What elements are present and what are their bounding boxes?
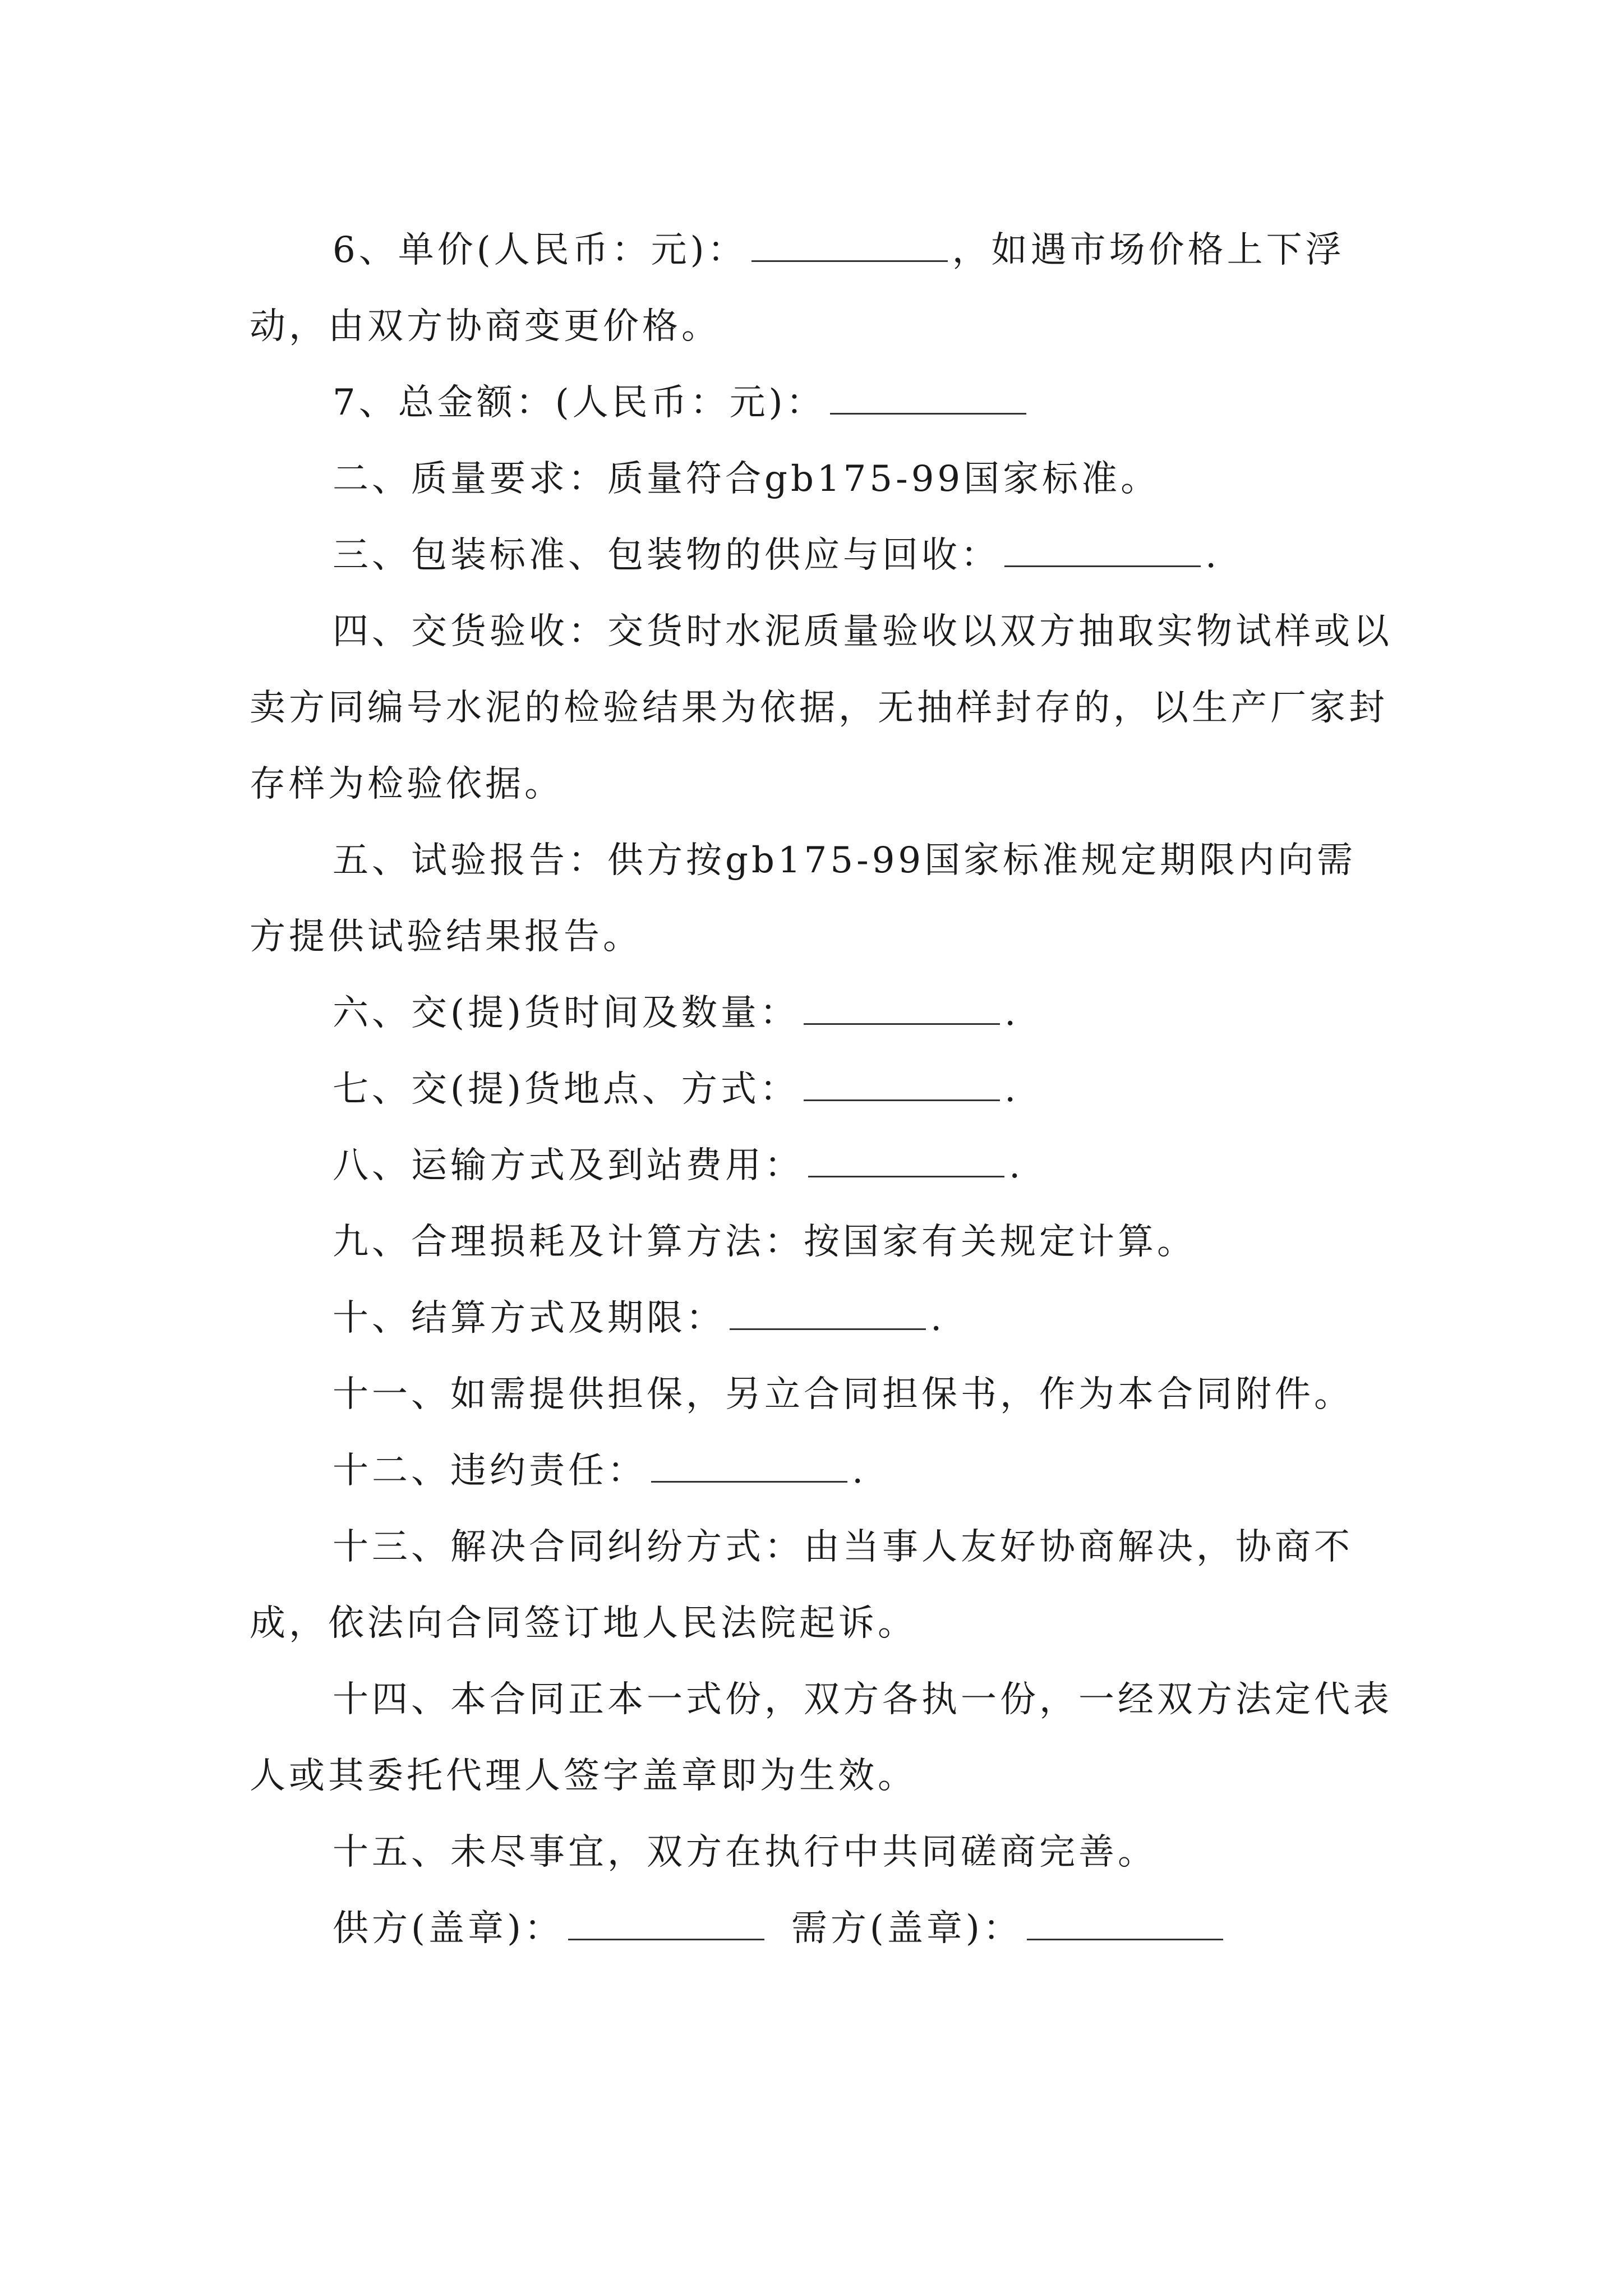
clause-text: 十四、本合同正本一式份，双方各执一份，一经双方法定代表人或其委托代理人签字盖章即为生效。 (250, 1679, 1393, 1797)
clause-packaging (250, 517, 1394, 593)
clause-text: 六、交(提)货时间及数量： (333, 992, 799, 1034)
clause-delivery-time (250, 975, 1394, 1051)
clause-text: 三、包装标准、包装物的供应与回收： (333, 535, 1000, 576)
clause-text: ，如遇市场价格上下浮动，由双方协商变更价格。 (250, 229, 1345, 347)
clause-test-report (250, 822, 1394, 975)
supplier-seal-blank (568, 1907, 764, 1940)
clause-delivery-place (250, 1051, 1394, 1128)
signature-row (250, 1890, 1394, 1967)
buyer-seal-label: 需方(盖章)： (791, 1908, 1022, 1949)
fill-blank-line (804, 1068, 1000, 1101)
clause-copies (250, 1662, 1394, 1814)
clause-transport (250, 1128, 1394, 1204)
clause-text: 五、试验报告：供方按gb175-99国家标准规定期限内向需方提供试验结果报告。 (250, 840, 1357, 958)
clause-text: 6、单价(人民币：元)： (333, 229, 747, 271)
clause-text: 八、运输方式及到站费用： (333, 1145, 804, 1186)
clause-dispute (250, 1509, 1394, 1662)
clause-other (250, 1814, 1394, 1890)
clause-text: 十二、违约责任： (333, 1450, 647, 1492)
clause-text: . (930, 1297, 946, 1339)
clause-unit-price (250, 212, 1394, 365)
fill-blank-line (804, 992, 1000, 1025)
clause-settlement (250, 1280, 1394, 1356)
buyer-seal-blank (1027, 1907, 1223, 1940)
contract-body (250, 212, 1394, 1967)
clause-text: . (852, 1450, 867, 1492)
clause-text: 九、合理损耗及计算方法：按国家有关规定计算。 (333, 1221, 1196, 1263)
fill-blank-line (751, 229, 948, 262)
clause-text: . (1009, 1145, 1024, 1186)
clause-text: 十、结算方式及期限： (333, 1297, 725, 1339)
clause-acceptance (250, 593, 1394, 822)
supplier-seal-label: 供方(盖章)： (333, 1908, 564, 1949)
fill-blank-line (808, 1144, 1004, 1177)
clause-text: 7、总金额：(人民币：元)： (333, 382, 826, 424)
clause-text: 七、交(提)货地点、方式： (333, 1069, 799, 1110)
clause-guarantee (250, 1356, 1394, 1433)
fill-blank-line (651, 1450, 847, 1483)
clause-total-amount (250, 365, 1394, 441)
clause-text: . (1205, 535, 1220, 576)
clause-text: 十五、未尽事宜，双方在执行中共同磋商完善。 (333, 1832, 1157, 1873)
clause-text: 十三、解决合同纠纷方式：由当事人友好协商解决，协商不成，依法向合同签订地人民法院起诉。 (250, 1526, 1353, 1644)
clause-text: 二、质量要求：质量符合gb175-99国家标准。 (333, 458, 1160, 500)
clause-text: 四、交货验收：交货时水泥质量验收以双方抽取实物试样或以卖方同编号水泥的检验结果为依据，无抽样封存的，以生产厂家封存样为检验依据。 (250, 611, 1393, 805)
fill-blank-line (830, 381, 1026, 415)
clause-liability (250, 1433, 1394, 1509)
fill-blank-line (730, 1297, 926, 1330)
clause-text: . (1004, 992, 1020, 1034)
clause-quality (250, 441, 1394, 517)
clause-text: 十一、如需提供担保，另立合同担保书，作为本合同附件。 (333, 1374, 1353, 1415)
clause-text: . (1004, 1069, 1020, 1110)
fill-blank-line (1004, 534, 1201, 567)
clause-loss (250, 1204, 1394, 1280)
